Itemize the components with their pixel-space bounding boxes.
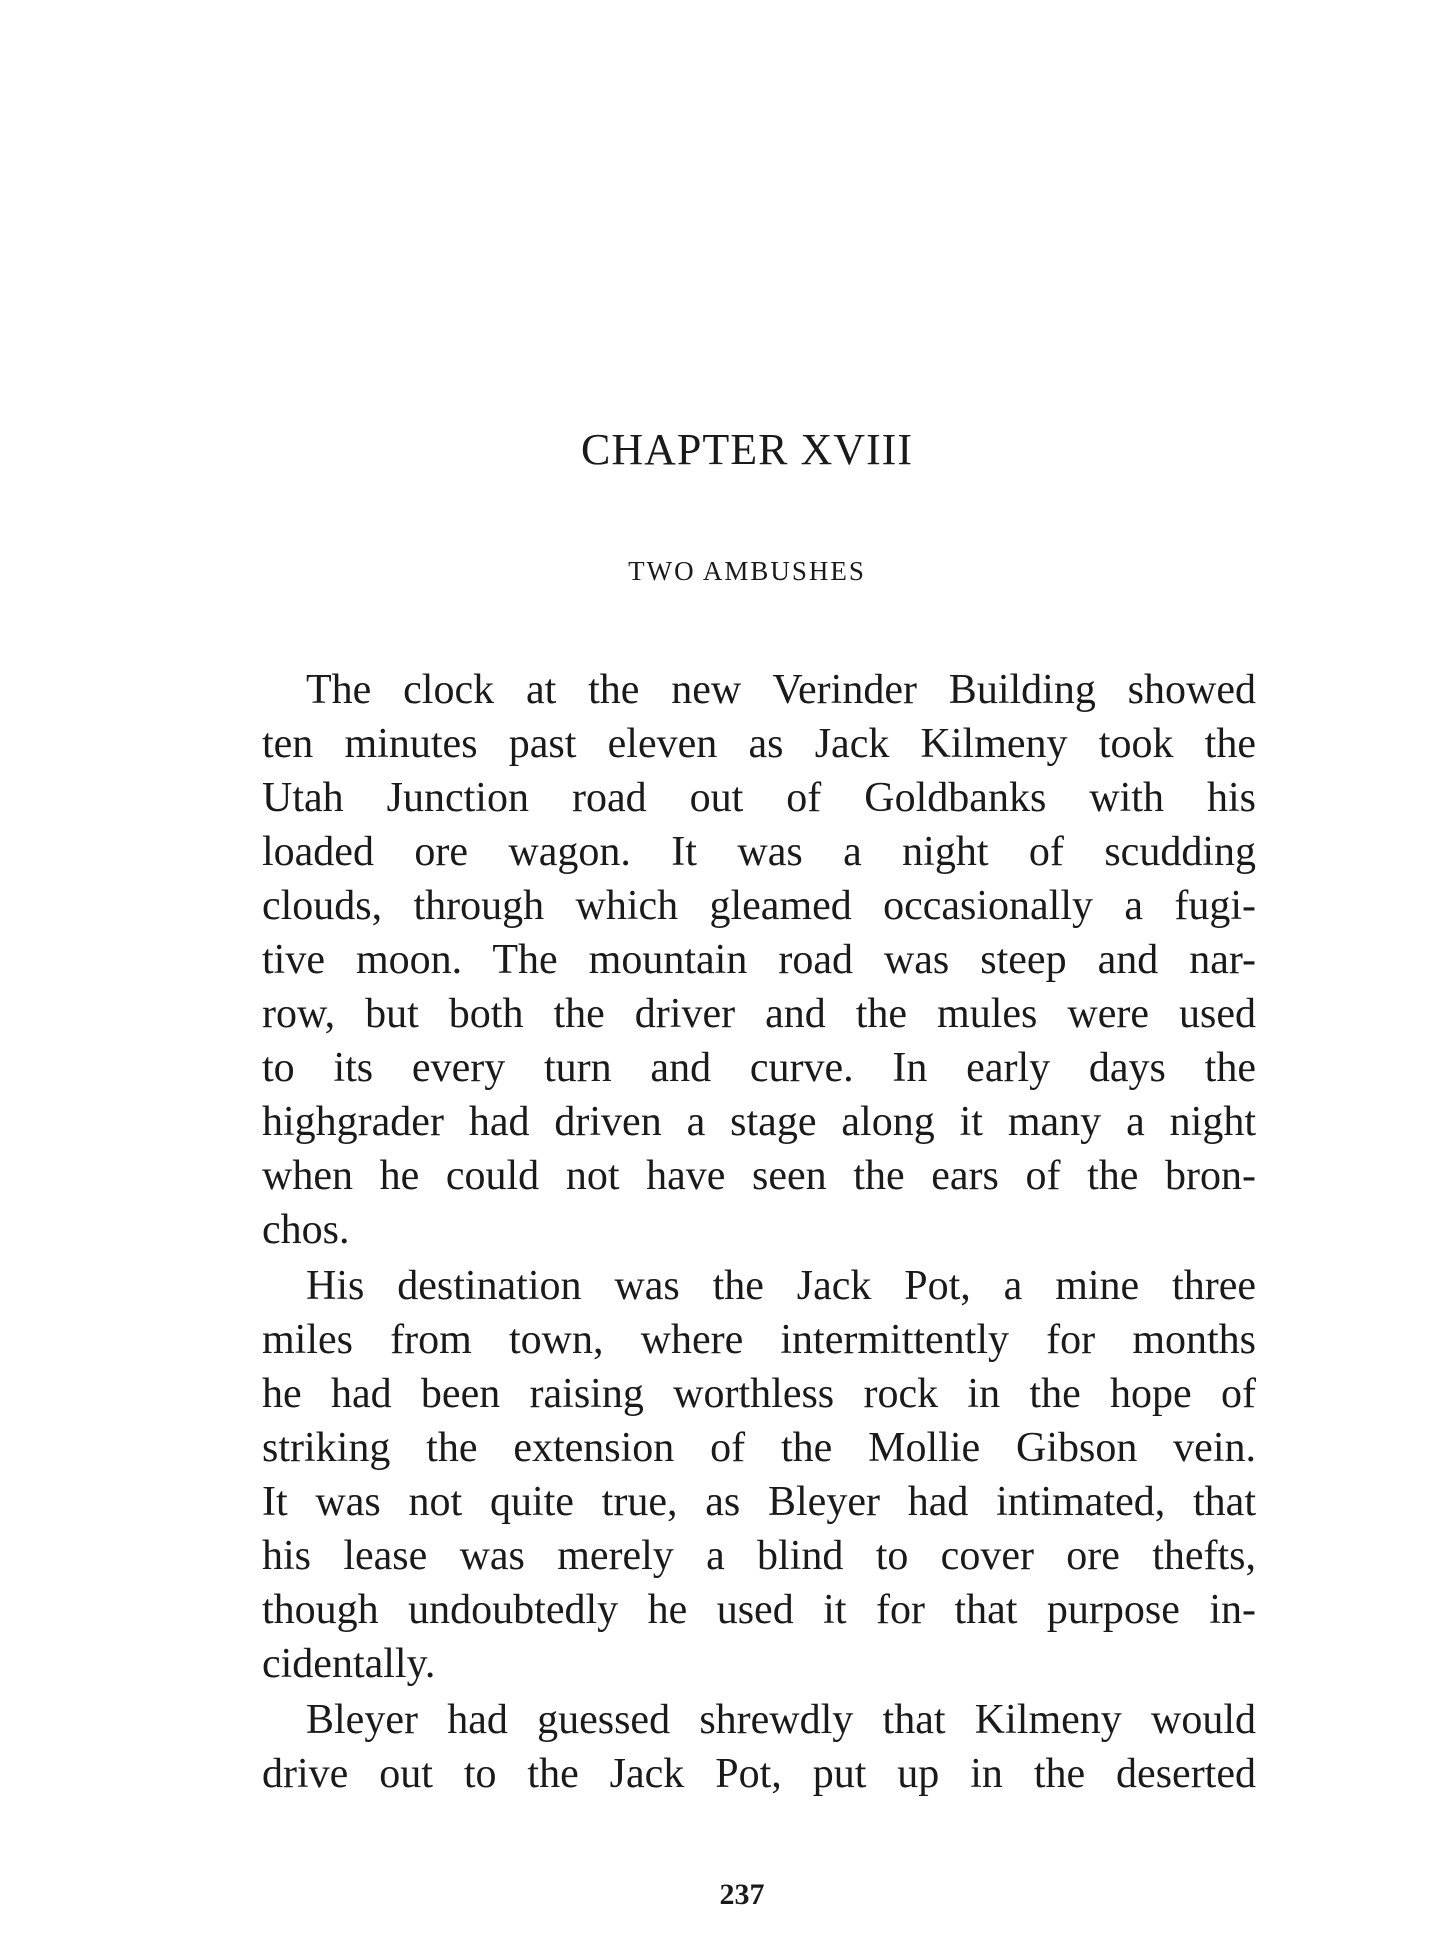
text-line: tive moon. The mountain road was steep and nar- — [262, 937, 1256, 983]
chapter-heading: CHAPTER XVIII — [581, 425, 913, 474]
text-line: clouds, through which gleamed occasionally a fugi- — [262, 883, 1256, 929]
text-line: miles from town, where intermittently for months — [262, 1317, 1256, 1363]
page-number: 237 — [719, 1878, 765, 1911]
text-line: The clock at the new Verinder Building showed — [306, 667, 1256, 713]
text-line: row, but both the driver and the mules were used — [262, 991, 1256, 1037]
text-line: drive out to the Jack Pot, put up in the deserted — [262, 1751, 1256, 1797]
text-line: It was not quite true, as Bleyer had intimated, that — [262, 1479, 1256, 1525]
text-line: his lease was merely a blind to cover ore thefts, — [262, 1533, 1256, 1579]
text-line: cidentally. — [262, 1641, 436, 1687]
chapter-title: TWO AMBUSHES — [628, 556, 866, 586]
text-line: though undoubtedly he used it for that purpose in- — [262, 1587, 1256, 1633]
text-line: chos. — [262, 1207, 350, 1253]
text-line: Utah Junction road out of Goldbanks with his — [262, 775, 1256, 821]
text-line: ten minutes past eleven as Jack Kilmeny took the — [262, 721, 1256, 767]
text-line: when he could not have seen the ears of the bron- — [262, 1153, 1256, 1199]
text-line: highgrader had driven a stage along it many a night — [262, 1099, 1256, 1145]
text-line: His destination was the Jack Pot, a mine three — [306, 1263, 1256, 1309]
text-line: he had been raising worthless rock in the hope of — [262, 1371, 1256, 1417]
text-line: loaded ore wagon. It was a night of scudding — [262, 829, 1256, 875]
text-line: to its every turn and curve. In early days the — [262, 1045, 1256, 1091]
text-line: Bleyer had guessed shrewdly that Kilmeny would — [306, 1697, 1256, 1743]
text-line: striking the extension of the Mollie Gibson vein. — [262, 1425, 1256, 1471]
